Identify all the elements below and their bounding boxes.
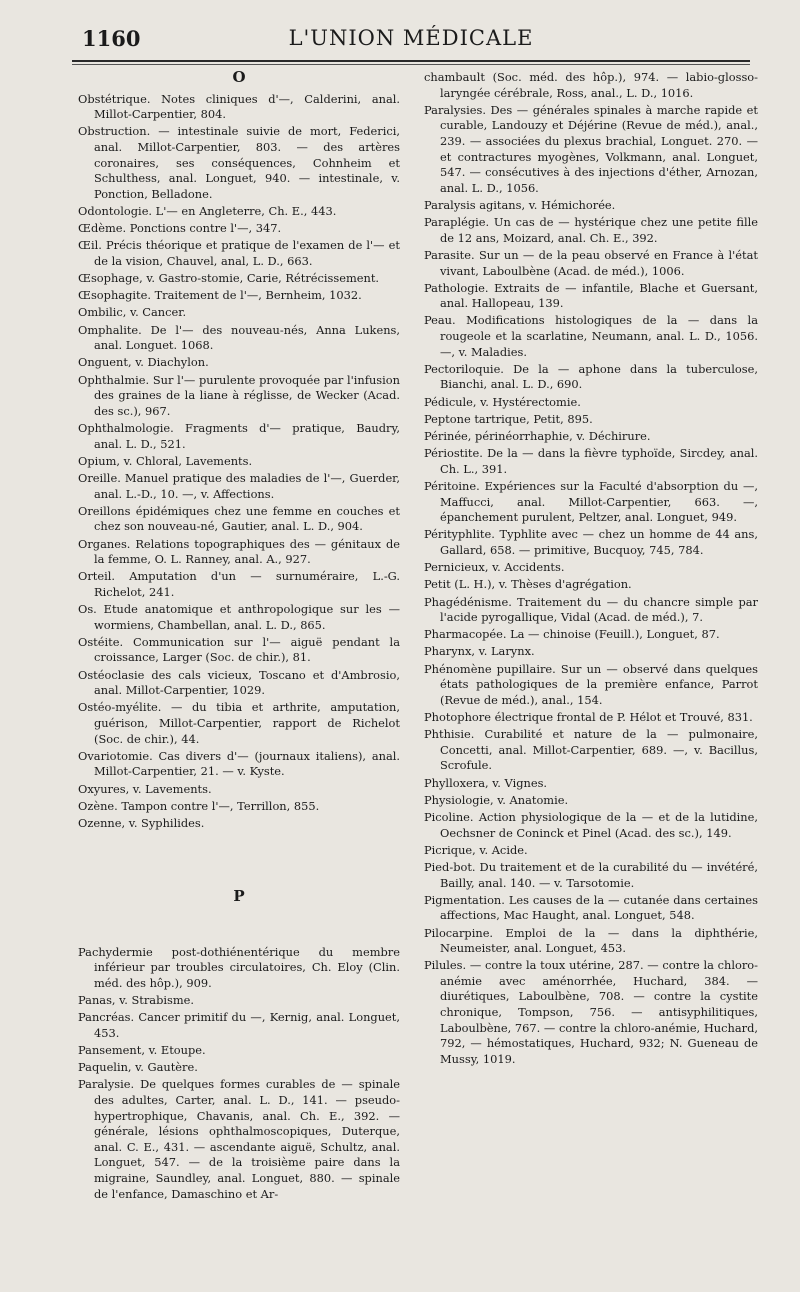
index-entry: Pigmentation. Les causes de la — cutanée dans certaines affections, Mac Haught, anal. Longuet, 548.	[424, 892, 758, 923]
index-entry: Oxyures, v. Lavements.	[78, 781, 212, 796]
index-entry: Oreillons épidémiques chez une femme en couches et chez son nouveau-né, Gautier, anal. L. D., 904.	[78, 503, 400, 534]
index-entry: Ostéite. Communication sur l'— aiguë pendant la croissance, Larger (Soc. de chir.), 81.	[78, 634, 400, 665]
index-entry: Petit (L. H.), v. Thèses d'agrégation.	[424, 577, 632, 592]
index-entry: Périostite. De la — dans la fièvre typhoïde, Sircdey, anal. Ch. L., 391.	[424, 446, 758, 476]
index-entry: Paralysies. Des — générales spinales à marche rapide et curable, Landouzy et Déjérine (Revue de méd.), anal., 239. — associées du plexus brachial, Longuet. 270. — et contractures myogènes, Volkmann, anal. Longuet, 547. — consécutives à des injections d'éther, Arnozan, anal. L. D., 1056.	[424, 102, 758, 195]
index-entry: Pernicieux, v. Accidents.	[424, 560, 565, 575]
entries-p	[78, 945, 400, 1202]
index-entry: Ostéoclasie des cals vicieux, Toscano et d'Ambrosio, anal. Millot-Carpentier, 1029.	[78, 667, 400, 698]
index-entry: Ozenne, v. Syphilides.	[78, 815, 205, 830]
index-entry: Peau. Modifications histologiques de la — dans la rougeole et la scarlatine, Neumann, anal. L. D., 1056. —, v. Maladies.	[424, 313, 758, 359]
right-column	[424, 70, 758, 1069]
header-rule-thin	[72, 64, 750, 65]
journal-title: L'UNION MÉDICALE	[288, 26, 534, 50]
index-entry: Pharmacopée. La — chinoise (Feuill.), Longuet, 87.	[424, 627, 720, 642]
index-entry: chambault (Soc. méd. des hôp.), 974. — labio-glosso-laryngée cérébrale, Ross, anal., L. D., 1016.	[424, 70, 758, 100]
index-entry: Organes. Relations topographiques des — génitaux de la femme, O. L. Ranney, anal. A., 927.	[78, 536, 400, 567]
index-entry: Œil. Précis théorique et pratique de l'examen de l'— et de la vision, Chauvel, anal, L. D., 663.	[78, 238, 400, 268]
section-letter-o: O	[232, 68, 246, 86]
running-header	[72, 22, 750, 56]
index-entry: Phylloxera, v. Vignes.	[424, 775, 548, 790]
index-entry: Oreille. Manuel pratique des maladies de l'—, Guerder, anal. L.-D., 10. —, v. Affections.	[78, 470, 400, 501]
index-entry: Pectoriloquie. De la — aphone dans la tuberculose, Bianchi, anal. L. D., 690.	[424, 361, 758, 392]
index-entry: Phénomène pupillaire. Sur un — observé dans quelques états pathologiques de la première enfance, Parrot (Revue de méd.), anal., 154.	[424, 661, 758, 707]
page-number: 1160	[82, 26, 141, 51]
index-entry: Photophore électrique frontal de P. Hélot et Trouvé, 831.	[424, 710, 753, 725]
index-entry: Omphalite. De l'— des nouveau-nés, Anna Lukens, anal. Longuet. 1068.	[78, 322, 400, 353]
index-entry: Péritoine. Expériences sur la Faculté d'absorption du —, Maffucci, anal. Millot-Carpentier, 663. —, épanchement purulent, Peltzer, anal. Longuet, 949.	[424, 478, 758, 525]
index-entry: Ophthalmie. Sur l'— purulente provoquée par l'infusion des graines de la liane à réglisse, de Wecker (Acad. des sc.), 967.	[78, 372, 400, 418]
index-entry: Picrique, v. Acide.	[424, 842, 528, 857]
index-entry: Pérityphlite. Typhlite avec — chez un homme de 44 ans, Gallard, 658. — primitive, Bucquoy, 745, 784.	[424, 527, 758, 557]
index-entry: Ovariotomie. Cas divers d'— (journaux italiens), anal. Millot-Carpentier, 21. — v. Kyste.	[78, 748, 400, 779]
section-letter-p: P	[233, 887, 245, 906]
index-entry: Ombilic, v. Cancer.	[78, 305, 187, 320]
index-entry: Périnée, périnéorrhaphie, v. Déchirure.	[424, 429, 651, 443]
index-entry: Pancréas. Cancer primitif du —, Kernig, anal. Longuet, 453.	[78, 1010, 400, 1040]
index-entry: Pathologie. Extraits de — infantile, Blache et Guersant, anal. Hallopeau, 139.	[424, 280, 758, 311]
index-entry: Obstruction. — intestinale suivie de mort, Federici, anal. Millot-Carpentier, 803. — des artères coronaires, ses conséquences, Cohnheim et Schulthess, anal. Longuet, 940. — intestinale, v. Ponction, Belladone.	[78, 124, 400, 201]
index-entry: Ophthalmologie. Fragments d'— pratique, Baudry, anal. L. D., 521.	[78, 421, 400, 451]
section-gap	[78, 833, 400, 889]
index-entry: Odontologie. L'— en Angleterre, Ch. E., 443.	[78, 203, 337, 218]
index-entry: Obstétrique. Notes cliniques d'—, Calderini, anal. Millot-Carpentier, 804.	[78, 91, 400, 122]
index-entry: Pied-bot. Du traitement et de la curabilité du — invétéré, Bailly, anal. 140. — v. Tarsotomie.	[424, 859, 758, 890]
index-entry: Onguent, v. Diachylon.	[78, 355, 209, 370]
index-entry: Ozène. Tampon contre l'—, Terrillon, 855.	[78, 798, 320, 813]
index-entry: Pilules. — contre la toux utérine, 287. — contre la chloro-anémie avec aménorrhée, Huchard, 384. — diurétiques, Laboulbène, 708. — contre la cystite chronique, Tompson, 756. — antisyphilitiques, Laboulbène, 767. — contre la chloro-anémie, Huchard, 792, — hémostatiques, Huchard, 932; N. Gueneau de Mussy, 1019.	[424, 958, 758, 1066]
index-entry: Phthisie. Curabilité et nature de la — pulmonaire, Concetti, anal. Millot-Carpentier, 689. —, v. Bacillus, Scrofule.	[424, 727, 758, 773]
index-entry: Œsophagite. Traitement de l'—, Bernheim, 1032.	[78, 288, 362, 303]
index-entry: Picoline. Action physiologique de la — et de la lutidine, Oechsner de Coninck et Pinel (Acad. des sc.), 149.	[424, 809, 758, 840]
index-entry: Paralysie. De quelques formes curables de — spinale des adultes, Carter, anal. L. D., 141. — pseudo-hypertrophique, Chavanis, anal. Ch. E., 392. — générale, lésions ophthalmoscopiques, Duterque, anal. C. E., 431. — ascendante aiguë, Schultz, anal. Longuet, 547. — de la troisième paire dans la migraine, Saundley, anal. Longuet, 880. — spinale de l'enfance, Damaschino et Ar-	[78, 1077, 400, 1201]
index-entry: Paquelin, v. Gautère.	[78, 1060, 198, 1075]
index-entry: Œsophage, v. Gastro-stomie, Carie, Rétrécissement.	[78, 271, 380, 286]
index-entry: Parasite. Sur un — de la peau observé en France à l'état vivant, Laboulbène (Acad. de méd.), 1006.	[424, 247, 758, 278]
index-entry: Orteil. Amputation d'un — surnuméraire, L.-G. Richelot, 241.	[78, 569, 400, 599]
index-entry: Paralysis agitans, v. Hémichorée.	[424, 197, 616, 212]
index-entry: Peptone tartrique, Petit, 895.	[424, 411, 593, 426]
index-entry: Ostéo-myélite. — du tibia et arthrite, amputation, guérison, Millot-Carpentier, rapport de Richelot (Soc. de chir.), 44.	[78, 700, 400, 746]
index-entry: Os. Etude anatomique et anthropologique sur les — wormiens, Chambellan, anal. L. D., 865.	[78, 602, 400, 632]
index-entry: Pansement, v. Etoupe.	[78, 1043, 206, 1058]
index-entry: Panas, v. Strabisme.	[78, 993, 195, 1008]
index-entry: Physiologie, v. Anatomie.	[424, 792, 569, 807]
index-entry: Pharynx, v. Larynx.	[424, 644, 535, 659]
entries-o	[78, 92, 400, 832]
index-entry: Paraplégie. Un cas de — hystérique chez une petite fille de 12 ans, Moizard, anal. Ch. E., 392.	[424, 215, 758, 245]
index-entry: Opium, v. Chloral, Lavements.	[78, 453, 253, 468]
index-entry: Pilocarpine. Emploi de la — dans la diphthérie, Neumeister, anal. Longuet, 453.	[424, 925, 758, 956]
index-entry: Phagédénisme. Traitement du — du chancre simple par l'acide pyrogallique, Vidal (Acad. de méd.), 7.	[424, 594, 758, 625]
left-column	[78, 70, 400, 1204]
header-rule	[72, 60, 750, 62]
index-entry: Pédicule, v. Hystérectomie.	[424, 394, 581, 409]
index-entry: Pachydermie post-dothiénentérique du membre inférieur par troubles circulatoires, Ch. Eloy (Clin. méd. des hôp.), 909.	[78, 944, 400, 990]
index-entry: Œdème. Ponctions contre l'—, 347.	[78, 221, 282, 236]
